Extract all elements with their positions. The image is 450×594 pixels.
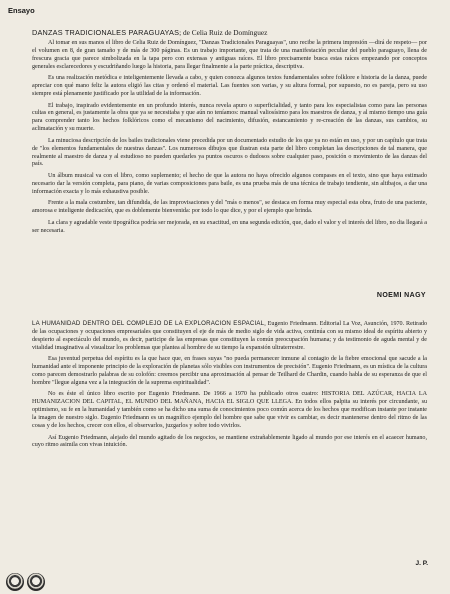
review-2-paragraph: Así Eugenio Friedmann, alejado del mundo agitado de los negocios, se mantiene extrañablemente ligado al mundo por ese interés en el acaecer humano, cuyo ritmo asimila con vivas intuición. [32,434,427,449]
review-2-paragraph: Esa juventud perpetua del espíritu es la que hace que, en frases suyas "no pueda permanecer inmune al contagio de la fiebre emocional que sacude a la humanidad ante el imponente principio de la exploración de planetas sólo visibles con instrumentos de precisión". Eugenio Friedmann, es un mística de la cultura como parecen demostrarlo palabras de su colofón: creemos percibir una aproximación al pensar de Teilhard de Chardin, cuando habla de su esperanza de que el hombre "llegue alguna vez a la integración de la suprema espiritualidad". [32,356,427,386]
review-1-signature: NOEMI NAGY [376,292,426,299]
review-1-body [32,40,427,239]
review-1-paragraph: La minuciosa descripción de los bailes tradicionales viene precedida por un documentado estudio de los que ya no están en uso, y por un capítulo que trata de "los elementos fundamentales de nuestras danzas". Los numerosos dibujos que ilustran esta parte del libro completan las descripciones de tal manera, que realmente al maestro de danza y al estudioso no pueden quedarles ya puntos oscuros o dudosos sobre cualquier paso, posición o movimiento de las danzas del país. [32,137,427,168]
review-1-paragraph: El trabajo, inspirado evidentemente en un profundo interés, nunca revela apuro o superficialidad, y tanto para los especialistas como para las personas cultas en general, es justamente la obra que ya se necesitaba y que aún no teníamos: manual valiosísimo para los maestros de danza, y al mismo tiempo una guía para comprender tanto los hechos folklóricos como el mecanismo del nacimiento, difusión, estancamiento y re-creación de las danzas, sus cambios, su aclimatación y su muerte. [32,102,427,133]
review-2-body [32,320,427,454]
review-2-paragraph: No es éste el único libro escrito por Eugenio Friedmann. De 1966 a 1970 ha publicado otros cuatro: HISTORIA DEL AZÚCAR, HACIA LA HUMANIZACION DEL CAPITAL, EL MUNDO DEL MAÑANA, HACIA EL SIGLO QUE LLEGA. En todos ellos palpita su interés por circundante, su optimismo, su fe en la humanidad y también como se ha dicho una suma de conocimientos poco común acerca de los hechos que modifican instante por instante la imagen de nuestro siglo. Eugenio Friedmann es un magnífico ejemplo del hombre que sabe que vivir es cambiar, es decir mantenerse dentro del ritmo de las cosas y de los hechos, crecer con ellos, el observarlos, juzgarlos y sobre todo vivirlos. [32,391,427,430]
review-2-lead-text: , Eugenio Friedmann. Editorial La Voz, Asunción, 1970. Retirado de las ocupaciones y ocupaciones empresariales que constituyen el eje de más de medio siglo de vida activa, continúa con su mismo ideal de espíritu abierto y despierto al espectáculo del mundo, es decir, participe de las empresas que constituyen la común preocupación humana; y da testimonio de aguda mental y de vitalidad imaginativa al visualizar los problemas que plantea al hombre de su tiempo la expansión ultraterrestre. [32,321,427,351]
review-1-heading: DANZAS TRADICIONALES PARAGUAYAS; de Celia Ruiz de Domínguez [32,28,268,37]
review-1-paragraph: Es una realización metódica e inteligentemente llevada a cabo, y quien conozca algunos textos fundamentales sobre folklore e historia de la danza, puede apreciar con qué mano feliz la autora eligió las citas y ordenó el material. Las fuentes son varias, y su altura formal, por supuesto, no es pareja, pero su uso siempre está plenamente justificado por la utilidad de la información. [32,75,427,98]
section-label: Ensayo [8,6,35,15]
review-1-paragraph: La clara y agradable veste tipográfica podría ser mejorada, en su exactitud, en una segunda edición, que, dado el valor y el interés del libro, no dia llegará a ser necesaria. [32,219,427,234]
review-1-paragraph: Un álbum musical va con el libro, como suplemento; el hecho de que la autora no haya ofrecido algunos compases en el texto, sino que haya estimado necesario dar la versión completa, para piano, de varias composiciones para baile, es una prueba más de una técnica de trabajo tendiente, sin altibajos, a dar una información exacta y lo más exhaustiva posible. [32,172,427,195]
library-stamp-icon [27,573,45,591]
review-1-byline: de Celia Ruiz de Domínguez [183,28,268,37]
review-2-lead-paragraph [32,320,427,353]
review-1-paragraph: Frente a la mala costumbre, tan difundida, de las improvisaciones y del "más o menos", se destaca en forma muy especial esta obra, fruto de una paciente, amorosa e inteligente dedicación, que es doblemente bienvenida: por todo lo que dice, y por el ejemplo que brinda. [32,200,427,215]
review-1-paragraph: Al tomar en sus manos el libro de Celia Ruiz de Domínguez, "Danzas Tradicionales Paraguayas", uno recibe la primera impresión —dirá de respeto— por el volumen en 8, de gran tamaño y de más de 300 páginas. Es un trabajo importante, que trata de una manifestación peculiar del pueblo paraguayo, llena de frescura gracia que parece simbolizada en la tapa pero con extensas y antiguas raíces. El libro precisamente busca estas raíces empezando por conceptos generales esclarecedores y escudriñando luego la historia, para llegar finalmente a la parte práctica, descriptiva. [32,40,427,70]
review-2-signature: J. P. [415,560,428,567]
review-2-title: LA HUMANIDAD DENTRO DEL COMPLEJO DE LA EXPLORACION ESPACIAL [32,320,265,327]
review-1-title: DANZAS TRADICIONALES PARAGUAYAS [32,28,180,37]
library-stamp-icon [6,573,24,591]
